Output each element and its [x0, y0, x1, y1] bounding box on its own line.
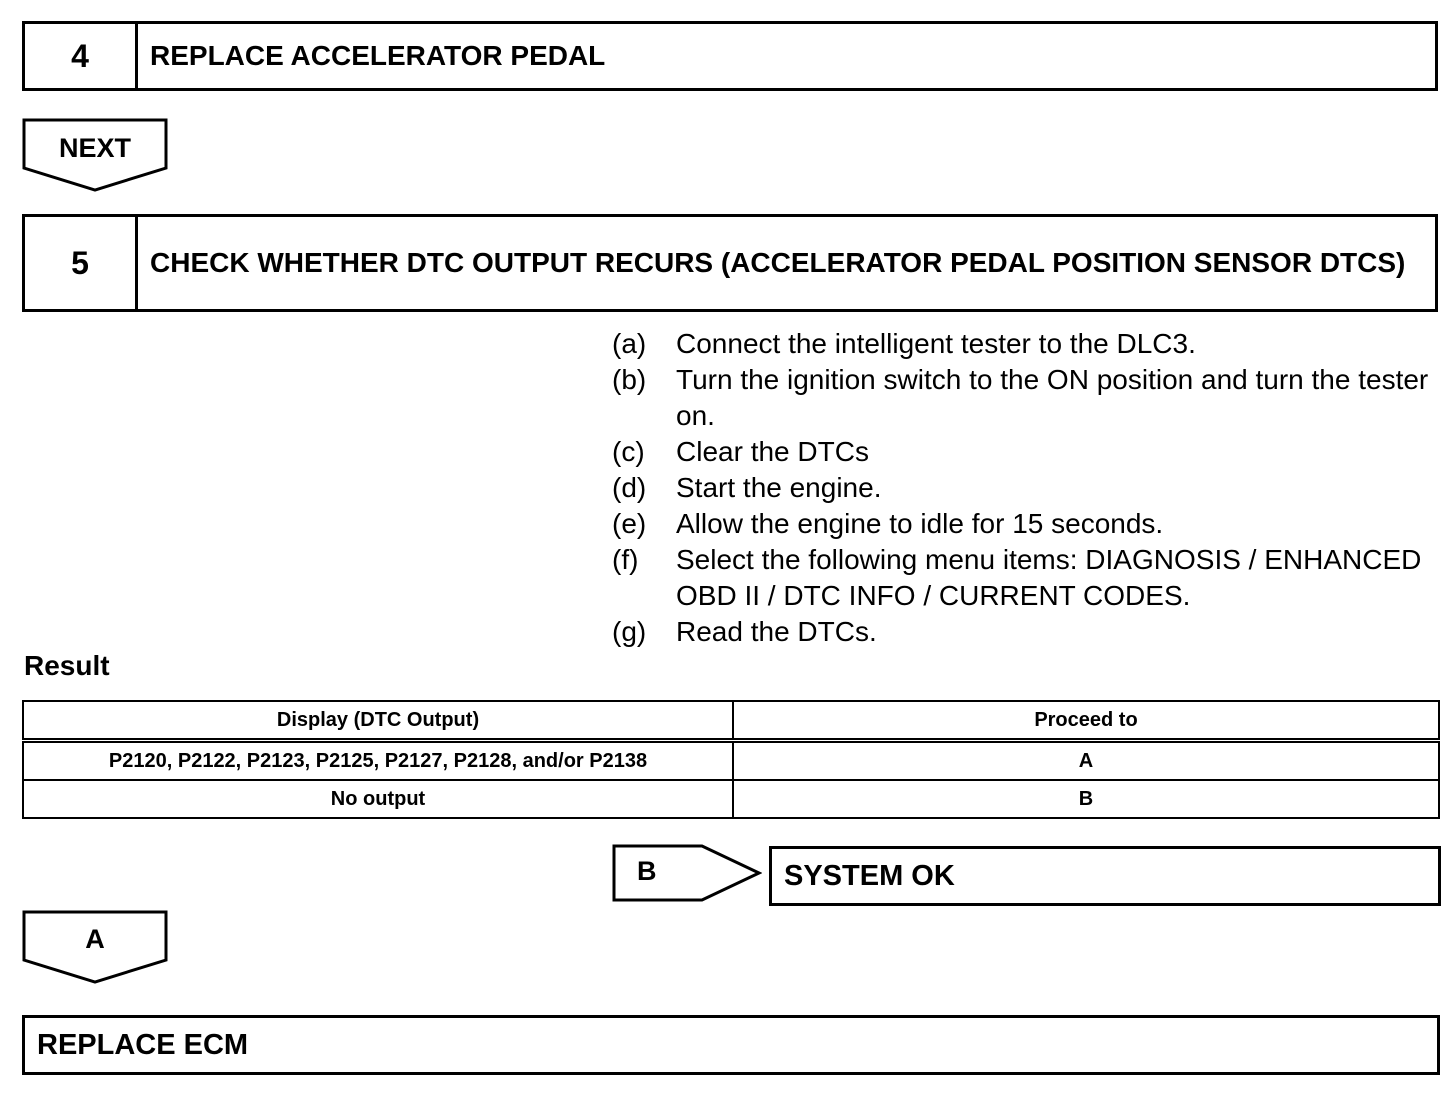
table-cell: A [733, 741, 1439, 781]
result-label: Result [24, 650, 110, 681]
step-5-header [22, 214, 1438, 312]
column-header: Display (DTC Output) [23, 701, 733, 741]
procedure-step: (e) Allow the engine to idle for 15 seconds. [612, 508, 1164, 539]
branch-b-label: B [637, 856, 657, 886]
procedure-step: (f) Select the following menu items: DIAGNOSIS / ENHANCED OBD II / DTC INFO / CURRENT CODES. [612, 544, 1422, 611]
table-row [23, 741, 1439, 781]
table-cell: P2120, P2122, P2123, P2125, P2127, P2128, and/or P2138 [23, 741, 733, 781]
step-5-number: 5 [25, 217, 138, 309]
procedure-step: (a) Connect the intelligent tester to the DLC3. [612, 328, 1196, 359]
table-cell: No output [23, 780, 733, 818]
column-header: Proceed to [733, 701, 1439, 741]
result-table [22, 700, 1440, 819]
step-5-title: CHECK WHETHER DTC OUTPUT RECURS (ACCELERATOR PEDAL POSITION SENSOR DTCS) [150, 247, 1406, 278]
branch-a-label: A [85, 924, 105, 954]
procedure-step: (d) Start the engine. [612, 472, 882, 503]
step-4-header [22, 21, 1438, 91]
table-header-row [23, 701, 1439, 741]
step-4-title: REPLACE ACCELERATOR PEDAL [150, 40, 606, 71]
procedure-list [612, 326, 1432, 650]
table-row [23, 780, 1439, 818]
system-ok-box: SYSTEM OK [769, 846, 1441, 906]
replace-ecm-box: REPLACE ECM [22, 1015, 1440, 1075]
procedure-step: (b) Turn the ignition switch to the ON position and turn the tester on. [612, 364, 1429, 431]
table-cell: B [733, 780, 1439, 818]
step-4-number: 4 [25, 24, 138, 88]
procedure-step: (g) Read the DTCs. [612, 616, 877, 647]
next-arrow-label: NEXT [58, 133, 131, 163]
procedure-step: (c) Clear the DTCs [612, 436, 869, 467]
branch-b-arrow [612, 844, 762, 902]
